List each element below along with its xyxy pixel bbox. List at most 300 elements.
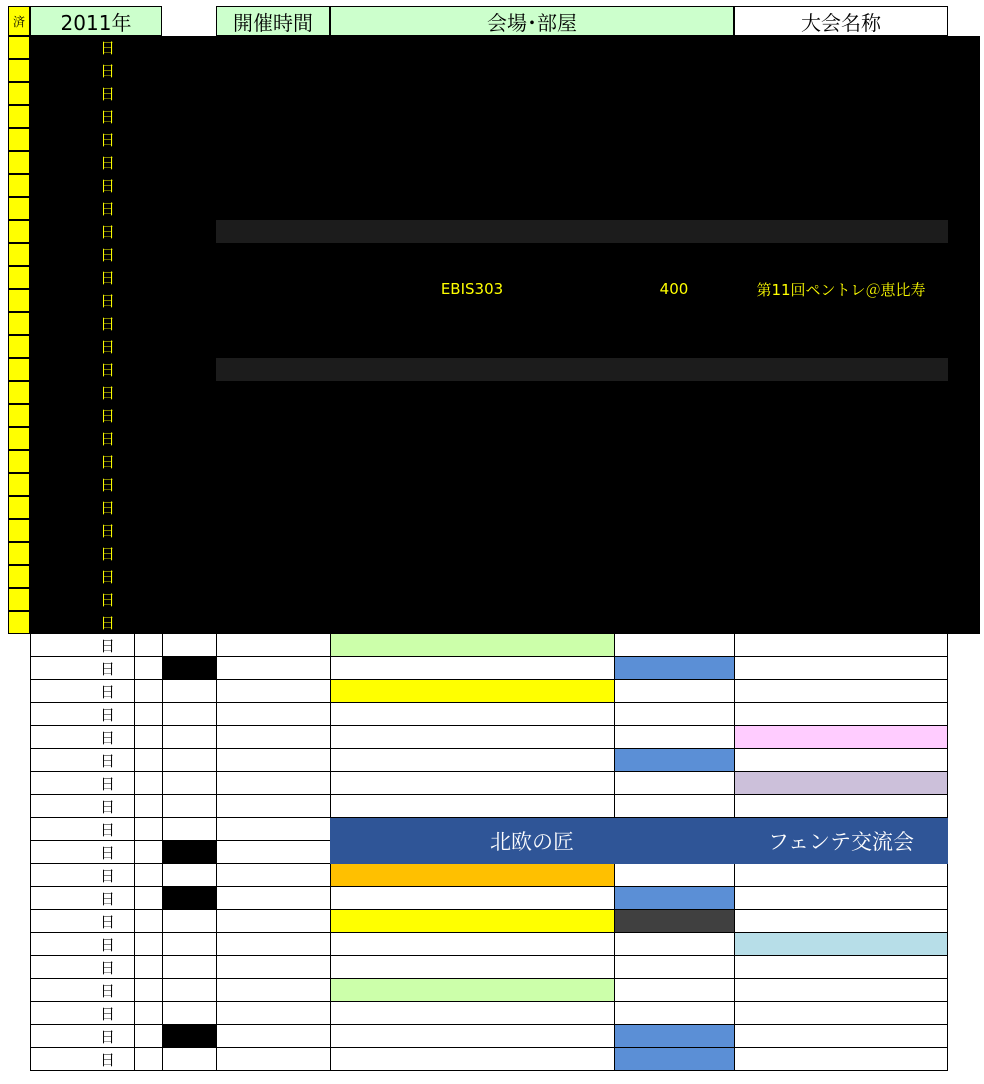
row-number [948, 358, 980, 381]
day-cell [92, 887, 134, 910]
time-cell [216, 1048, 330, 1071]
venue-cell [330, 542, 614, 565]
month-unit [80, 197, 92, 220]
venue-cell [330, 427, 614, 450]
day-cell [92, 381, 134, 404]
day-unit: 日 [100, 1050, 116, 1069]
month-cell [30, 864, 80, 887]
venue-cell [330, 381, 614, 404]
month-unit [80, 243, 92, 266]
time-cell [216, 197, 330, 220]
day-unit: 日 [100, 981, 116, 1000]
month-cell [30, 404, 80, 427]
done-mark [8, 105, 30, 128]
table-row [8, 473, 980, 496]
day-cell [92, 795, 134, 818]
day-cell [92, 657, 134, 680]
table-row [8, 910, 980, 933]
day-cell [92, 82, 134, 105]
weekday-cell [134, 933, 162, 956]
event-cell [734, 634, 948, 657]
table-row [8, 243, 980, 266]
month-unit [80, 82, 92, 105]
holiday-flag [162, 289, 216, 312]
month-unit [80, 542, 92, 565]
time-cell [216, 818, 330, 841]
month-cell [30, 1025, 80, 1048]
holiday-flag [162, 197, 216, 220]
header-time: 開催時間 [216, 6, 330, 36]
month-cell [30, 680, 80, 703]
table-row [8, 36, 980, 59]
month-cell [30, 450, 80, 473]
done-mark [8, 174, 30, 197]
time-cell [216, 910, 330, 933]
done-mark [8, 289, 30, 312]
table-row [8, 82, 980, 105]
day-unit: 日 [100, 430, 116, 448]
time-cell [216, 496, 330, 519]
done-mark [8, 220, 30, 243]
weekday-cell [134, 772, 162, 795]
table-row [8, 519, 980, 542]
header-done-mark: 済 [8, 6, 30, 36]
time-cell [216, 795, 330, 818]
table-row [8, 427, 980, 450]
month-unit [80, 427, 92, 450]
holiday-flag [162, 979, 216, 1002]
holiday-flag [162, 657, 216, 680]
table-row [8, 933, 980, 956]
done-mark [8, 565, 30, 588]
time-cell [216, 841, 330, 864]
time-cell [216, 289, 330, 312]
table-row [8, 496, 980, 519]
weekday-cell [134, 220, 162, 243]
day-unit: 日 [100, 154, 116, 172]
weekday-cell [134, 243, 162, 266]
table-row [8, 197, 980, 220]
day-cell [92, 818, 134, 841]
month-cell [30, 496, 80, 519]
room-cell [614, 312, 734, 335]
room-cell [614, 542, 734, 565]
room-cell [614, 82, 734, 105]
month-unit [80, 910, 92, 933]
venue-cell [330, 36, 614, 59]
venue-cell [330, 1048, 614, 1071]
event-cell [734, 427, 948, 450]
event-cell [734, 220, 948, 243]
room-cell [614, 795, 734, 818]
month-unit [80, 979, 92, 1002]
room-cell [614, 887, 734, 910]
row-number [948, 749, 980, 772]
month-unit [80, 105, 92, 128]
event-cell [734, 82, 948, 105]
day-cell [92, 289, 134, 312]
time-cell [216, 220, 330, 243]
month-unit [80, 864, 92, 887]
header-venue: 会場･部屋 [330, 6, 734, 36]
done-mark [8, 979, 30, 1002]
month-unit [80, 818, 92, 841]
done-mark [8, 82, 30, 105]
room-cell [614, 243, 734, 266]
weekday-cell [134, 818, 162, 841]
venue-cell [330, 473, 614, 496]
venue-cell [330, 404, 614, 427]
done-mark [8, 381, 30, 404]
month-cell [30, 266, 80, 289]
room-cell [614, 105, 734, 128]
venue-cell [330, 519, 614, 542]
month-unit [80, 450, 92, 473]
day-cell [92, 450, 134, 473]
venue-cell [330, 634, 614, 657]
month-unit [80, 795, 92, 818]
holiday-flag [162, 36, 216, 59]
day-unit: 日 [100, 797, 116, 816]
day-unit: 日 [100, 705, 116, 724]
table-row [8, 151, 980, 174]
day-cell [92, 151, 134, 174]
row-number [948, 82, 980, 105]
room-cell [614, 36, 734, 59]
day-unit: 日 [100, 774, 116, 793]
table-row [8, 726, 980, 749]
row-number [948, 634, 980, 657]
holiday-flag [162, 243, 216, 266]
done-mark [8, 1002, 30, 1025]
month-cell [30, 933, 80, 956]
weekday-cell [134, 404, 162, 427]
holiday-flag [162, 703, 216, 726]
room-cell [614, 427, 734, 450]
done-mark [8, 634, 30, 657]
row-number [948, 335, 980, 358]
row-number [948, 450, 980, 473]
time-cell [216, 979, 330, 1002]
event-cell [734, 358, 948, 381]
row-number [948, 105, 980, 128]
room-cell [614, 358, 734, 381]
table-row [8, 358, 980, 381]
event-cell [734, 243, 948, 266]
time-cell [216, 36, 330, 59]
day-unit: 日 [100, 361, 116, 379]
day-unit: 日 [100, 568, 116, 586]
event-cell [734, 197, 948, 220]
row-number [948, 220, 980, 243]
event-cell [734, 128, 948, 151]
venue-cell [330, 312, 614, 335]
day-cell [92, 588, 134, 611]
venue-cell [330, 680, 614, 703]
header-year: 2011年 [30, 6, 162, 36]
ebis-room-merged: 400 [614, 266, 734, 312]
month-unit [80, 381, 92, 404]
event-cell [734, 657, 948, 680]
table-row [8, 105, 980, 128]
holiday-flag [162, 726, 216, 749]
event-cell [734, 105, 948, 128]
holiday-flag [162, 634, 216, 657]
room-cell [614, 956, 734, 979]
row-number [948, 197, 980, 220]
table-row [8, 335, 980, 358]
month-unit [80, 335, 92, 358]
room-cell [614, 496, 734, 519]
time-cell [216, 726, 330, 749]
holiday-flag [162, 151, 216, 174]
done-mark [8, 1048, 30, 1071]
day-unit: 日 [100, 866, 116, 885]
done-mark [8, 933, 30, 956]
month-unit [80, 174, 92, 197]
day-cell [92, 956, 134, 979]
venue-cell [330, 1025, 614, 1048]
month-unit [80, 496, 92, 519]
venue-cell [330, 864, 614, 887]
venue-cell [330, 979, 614, 1002]
month-cell [30, 634, 80, 657]
day-cell [92, 1025, 134, 1048]
done-mark [8, 795, 30, 818]
day-unit: 日 [100, 682, 116, 701]
ebis-venue-merged: EBIS303 [330, 266, 614, 312]
time-cell [216, 864, 330, 887]
done-mark [8, 335, 30, 358]
table-row [8, 59, 980, 82]
time-cell [216, 358, 330, 381]
month-unit [80, 312, 92, 335]
day-unit: 日 [100, 522, 116, 540]
day-cell [92, 404, 134, 427]
month-cell [30, 151, 80, 174]
day-unit: 日 [100, 223, 116, 241]
row-number [948, 266, 980, 289]
row-number [948, 243, 980, 266]
table-row [8, 979, 980, 1002]
weekday-cell [134, 266, 162, 289]
table-row [8, 657, 980, 680]
weekday-cell [134, 1002, 162, 1025]
room-cell [614, 404, 734, 427]
holiday-flag [162, 496, 216, 519]
day-unit: 日 [100, 751, 116, 770]
weekday-cell [134, 1048, 162, 1071]
row-number [948, 1025, 980, 1048]
weekday-cell [134, 703, 162, 726]
day-unit: 日 [100, 820, 116, 839]
header-row [8, 6, 980, 36]
event-cell [734, 979, 948, 1002]
header-event: 大会名称 [734, 6, 948, 36]
done-mark [8, 197, 30, 220]
day-unit: 日 [100, 338, 116, 356]
row-number [948, 772, 980, 795]
month-unit [80, 956, 92, 979]
room-cell [614, 381, 734, 404]
done-mark [8, 841, 30, 864]
month-cell [30, 519, 80, 542]
month-cell [30, 358, 80, 381]
month-unit [80, 266, 92, 289]
month-cell [30, 611, 80, 634]
row-number [948, 979, 980, 1002]
weekday-cell [134, 381, 162, 404]
holiday-flag [162, 933, 216, 956]
row-number [948, 887, 980, 910]
time-cell [216, 473, 330, 496]
time-cell [216, 381, 330, 404]
venue-cell [330, 335, 614, 358]
day-cell [92, 680, 134, 703]
table-row [8, 1048, 980, 1071]
month-unit [80, 703, 92, 726]
day-cell [92, 243, 134, 266]
day-cell [92, 1002, 134, 1025]
time-cell [216, 657, 330, 680]
nordic-venue-merged: 北欧の匠 [330, 818, 734, 864]
table-row [8, 703, 980, 726]
holiday-flag [162, 427, 216, 450]
venue-cell [330, 703, 614, 726]
row-number [948, 657, 980, 680]
table-row [8, 749, 980, 772]
month-unit [80, 611, 92, 634]
day-unit: 日 [100, 728, 116, 747]
venue-cell [330, 220, 614, 243]
weekday-cell [134, 197, 162, 220]
holiday-flag [162, 841, 216, 864]
venue-cell [330, 749, 614, 772]
day-cell [92, 1048, 134, 1071]
month-unit [80, 680, 92, 703]
time-cell [216, 634, 330, 657]
month-cell [30, 335, 80, 358]
room-cell [614, 634, 734, 657]
room-cell [614, 749, 734, 772]
room-cell [614, 1048, 734, 1071]
day-cell [92, 174, 134, 197]
table-row [8, 864, 980, 887]
month-unit [80, 1002, 92, 1025]
table-row [8, 956, 980, 979]
holiday-flag [162, 335, 216, 358]
day-unit: 日 [100, 545, 116, 563]
weekday-cell [134, 105, 162, 128]
holiday-flag [162, 1048, 216, 1071]
day-cell [92, 473, 134, 496]
day-unit: 日 [100, 591, 116, 609]
room-cell [614, 1025, 734, 1048]
month-unit [80, 887, 92, 910]
day-cell [92, 565, 134, 588]
holiday-flag [162, 404, 216, 427]
row-number [948, 381, 980, 404]
weekday-cell [134, 864, 162, 887]
day-unit: 日 [100, 1004, 116, 1023]
event-cell [734, 174, 948, 197]
month-cell [30, 818, 80, 841]
event-cell [734, 59, 948, 82]
event-cell [734, 1002, 948, 1025]
day-unit: 日 [100, 636, 116, 655]
table-row [8, 1002, 980, 1025]
venue-cell [330, 59, 614, 82]
day-cell [92, 496, 134, 519]
weekday-cell [134, 519, 162, 542]
weekday-cell [134, 496, 162, 519]
month-cell [30, 174, 80, 197]
weekday-cell [134, 588, 162, 611]
venue-cell [330, 565, 614, 588]
schedule-rows [8, 36, 980, 1071]
day-cell [92, 841, 134, 864]
done-mark [8, 749, 30, 772]
event-cell [734, 519, 948, 542]
day-unit: 日 [100, 407, 116, 425]
done-mark [8, 151, 30, 174]
event-cell [734, 312, 948, 335]
day-unit: 日 [100, 935, 116, 954]
weekday-cell [134, 565, 162, 588]
day-cell [92, 36, 134, 59]
room-cell [614, 1002, 734, 1025]
event-cell [734, 933, 948, 956]
month-cell [30, 473, 80, 496]
done-mark [8, 496, 30, 519]
row-number [948, 588, 980, 611]
day-cell [92, 312, 134, 335]
holiday-flag [162, 887, 216, 910]
day-cell [92, 220, 134, 243]
month-unit [80, 151, 92, 174]
holiday-flag [162, 473, 216, 496]
weekday-cell [134, 312, 162, 335]
holiday-flag [162, 611, 216, 634]
holiday-flag [162, 818, 216, 841]
month-cell [30, 1048, 80, 1071]
day-unit: 日 [100, 315, 116, 333]
day-cell [92, 358, 134, 381]
event-cell [734, 36, 948, 59]
row-number [948, 795, 980, 818]
day-unit: 日 [100, 889, 116, 908]
month-cell [30, 243, 80, 266]
month-unit [80, 1025, 92, 1048]
done-mark [8, 611, 30, 634]
done-mark [8, 703, 30, 726]
event-cell [734, 565, 948, 588]
holiday-flag [162, 59, 216, 82]
table-row [8, 772, 980, 795]
time-cell [216, 59, 330, 82]
event-cell [734, 1025, 948, 1048]
table-row [8, 404, 980, 427]
event-cell [734, 151, 948, 174]
row-number [948, 933, 980, 956]
month-unit [80, 404, 92, 427]
time-cell [216, 680, 330, 703]
holiday-flag [162, 82, 216, 105]
month-cell [30, 772, 80, 795]
month-unit [80, 36, 92, 59]
holiday-flag [162, 450, 216, 473]
done-mark [8, 266, 30, 289]
